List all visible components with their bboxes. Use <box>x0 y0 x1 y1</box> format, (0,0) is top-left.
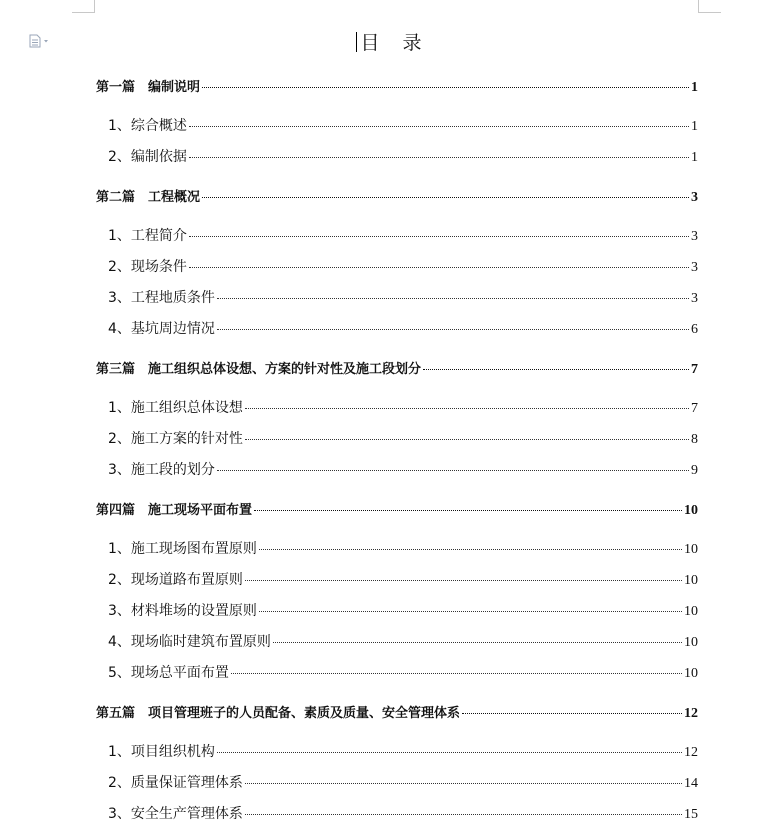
dot-leader <box>189 157 689 158</box>
toc-entry-label: 第四篇 施工现场平面布置 <box>96 503 253 518</box>
toc-section-row[interactable] <box>96 318 698 338</box>
toc-page-number: 1 <box>691 150 698 165</box>
dot-leader <box>462 713 682 714</box>
toc-entry-label: 第三篇 施工组织总体设想、方案的针对性及施工段划分 <box>96 362 422 377</box>
toc-section-row[interactable] <box>96 600 698 620</box>
toc-entry-label: 第二篇 工程概况 <box>96 190 201 205</box>
toc-page-number: 14 <box>684 776 698 791</box>
toc-chapter-row[interactable] <box>96 702 698 722</box>
toc-entry-label: 2、编制依据 <box>108 149 187 165</box>
toc-chapter-row[interactable] <box>96 358 698 378</box>
toc-entry-label: 1、施工现场图布置原则 <box>108 541 257 557</box>
toc-page-number: 7 <box>691 362 698 377</box>
toc-section-row[interactable] <box>96 397 698 417</box>
toc-section-row[interactable] <box>96 146 698 166</box>
dot-leader <box>259 549 682 550</box>
dot-leader <box>217 470 689 471</box>
toc-page-number: 10 <box>684 635 698 650</box>
toc-chapter-row[interactable] <box>96 76 698 96</box>
dot-leader <box>254 510 682 511</box>
toc-entry-label: 2、现场条件 <box>108 259 187 275</box>
toc-chapter-row[interactable] <box>96 499 698 519</box>
toc-section-row[interactable] <box>96 287 698 307</box>
toc-page-number: 1 <box>691 80 698 95</box>
toc-page-number: 12 <box>684 745 698 760</box>
crop-mark-top-left <box>72 0 95 13</box>
dot-leader <box>245 580 682 581</box>
toc-chapter-row[interactable] <box>96 186 698 206</box>
toc-section-row[interactable] <box>96 631 698 651</box>
dot-leader <box>259 611 682 612</box>
toc-page-number: 3 <box>691 291 698 306</box>
toc-entry-label: 2、施工方案的针对性 <box>108 431 243 447</box>
toc-section-row[interactable] <box>96 538 698 558</box>
toc-section-row[interactable] <box>96 772 698 792</box>
dot-leader <box>189 267 689 268</box>
toc-page-number: 15 <box>684 807 698 822</box>
toc-entry-label: 4、基坑周边情况 <box>108 321 215 337</box>
dot-leader <box>189 126 689 127</box>
toc-entry-label: 2、质量保证管理体系 <box>108 775 243 791</box>
toc-title[interactable] <box>0 28 780 55</box>
dot-leader <box>189 236 689 237</box>
toc-page-number: 10 <box>684 604 698 619</box>
toc-page-number: 10 <box>684 542 698 557</box>
dot-leader <box>245 408 689 409</box>
toc-entry-label: 第一篇 编制说明 <box>96 80 201 95</box>
toc-page-number: 3 <box>691 229 698 244</box>
dot-leader <box>217 752 682 753</box>
dot-leader <box>245 783 682 784</box>
toc-section-row[interactable] <box>96 256 698 276</box>
toc-section-row[interactable] <box>96 741 698 761</box>
toc-entry-label: 第五篇 项目管理班子的人员配备、素质及质量、安全管理体系 <box>96 706 461 721</box>
text-cursor <box>356 32 357 52</box>
toc-page-number: 9 <box>691 463 698 478</box>
toc-entry-label: 1、项目组织机构 <box>108 744 215 760</box>
toc-page-number: 8 <box>691 432 698 447</box>
toc-section-row[interactable] <box>96 803 698 823</box>
toc-section-row[interactable] <box>96 115 698 135</box>
dot-leader <box>245 814 682 815</box>
toc-entry-label: 4、现场临时建筑布置原则 <box>108 634 271 650</box>
toc-page-number: 6 <box>691 322 698 337</box>
toc-entry-label: 3、工程地质条件 <box>108 290 215 306</box>
toc-page-number: 3 <box>691 190 698 205</box>
dot-leader <box>217 298 689 299</box>
crop-mark-top-right <box>698 0 721 13</box>
toc-page-number: 7 <box>691 401 698 416</box>
toc-entry-label: 3、材料堆场的设置原则 <box>108 603 257 619</box>
toc-entry-label: 3、安全生产管理体系 <box>108 806 243 822</box>
toc-entry-label: 1、综合概述 <box>108 118 187 134</box>
toc-page-number: 10 <box>684 573 698 588</box>
toc-page-number: 3 <box>691 260 698 275</box>
toc-page-number: 10 <box>684 666 698 681</box>
toc-entry-label: 3、施工段的划分 <box>108 462 215 478</box>
dot-leader <box>231 673 682 674</box>
dot-leader <box>202 197 689 198</box>
toc-title-text: 目 录 <box>360 32 424 54</box>
toc-page-number: 10 <box>684 503 698 518</box>
toc-page-number: 1 <box>691 119 698 134</box>
toc-section-row[interactable] <box>96 459 698 479</box>
dot-leader <box>217 329 689 330</box>
toc-entry-label: 2、现场道路布置原则 <box>108 572 243 588</box>
dot-leader <box>202 87 689 88</box>
dot-leader <box>245 439 689 440</box>
toc-section-row[interactable] <box>96 569 698 589</box>
toc-page-number: 12 <box>684 706 698 721</box>
dot-leader <box>423 369 689 370</box>
toc-entry-label: 1、施工组织总体设想 <box>108 400 243 416</box>
toc-entry-label: 1、工程简介 <box>108 228 187 244</box>
toc-section-row[interactable] <box>96 428 698 448</box>
toc-section-row[interactable] <box>96 662 698 682</box>
toc-section-row[interactable] <box>96 225 698 245</box>
toc-entry-label: 5、现场总平面布置 <box>108 665 229 681</box>
dot-leader <box>273 642 682 643</box>
